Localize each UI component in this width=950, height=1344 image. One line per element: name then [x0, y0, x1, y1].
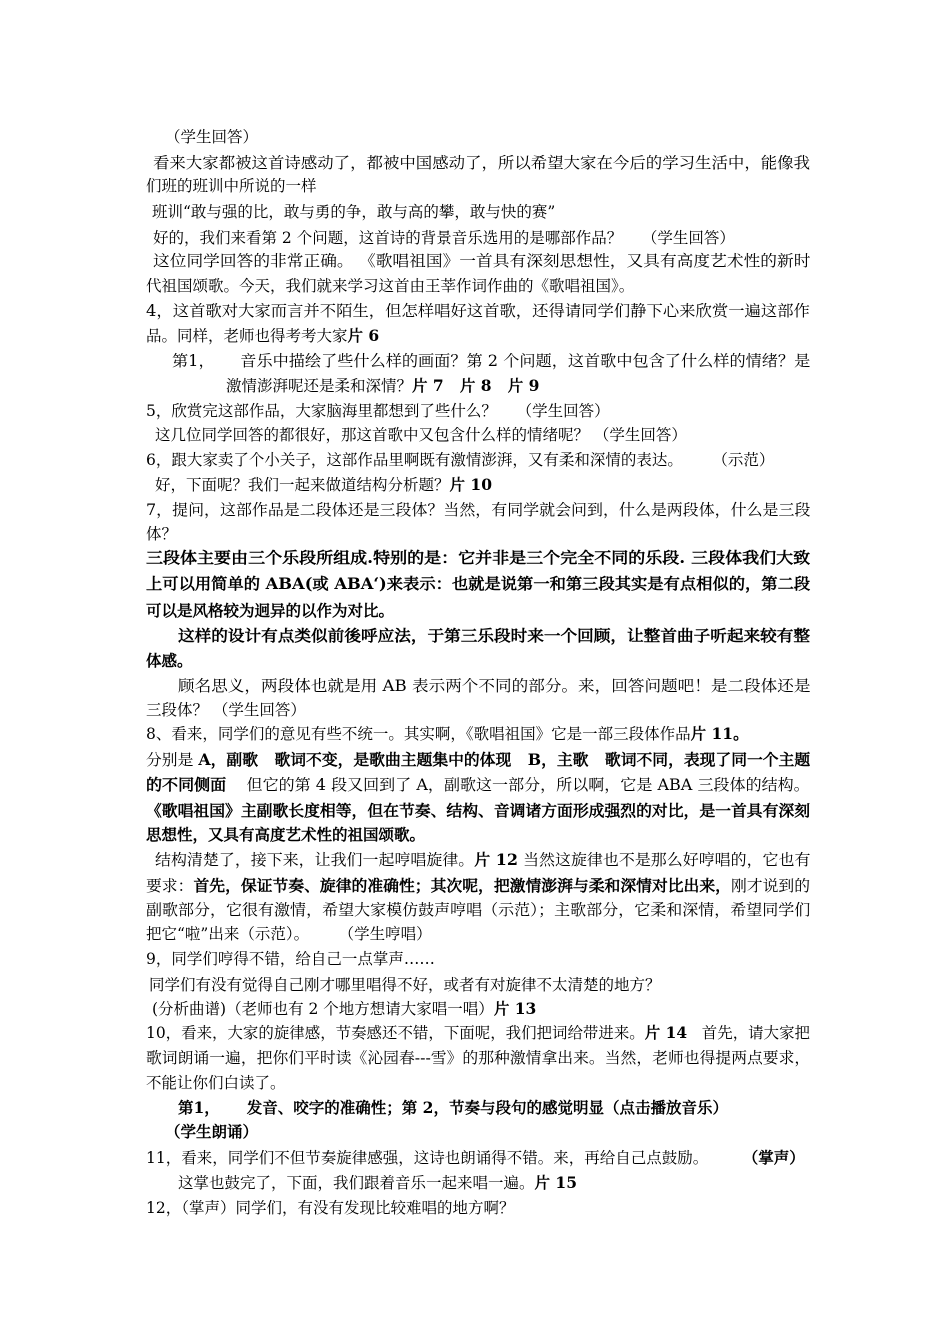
text-run: 7，提问，这部作品是二段体还是三段体？当然，有同学就会问到，什么是两段体，什么是三段: [146, 501, 811, 519]
text-run: 这几位同学回答的都很好，那这首歌中又包含什么样的情绪呢？ （学生回答）: [155, 426, 687, 444]
text-run: 但它的第 4 段又回到了 A，副歌这一部分，所以啊，它是 ABA 三段体的结构。: [226, 776, 810, 794]
text-line: [178, 675, 810, 697]
text-run: 三段体？ （学生回答）: [146, 701, 306, 719]
text-line: [146, 400, 610, 422]
bold-text-run: 片 10: [449, 475, 492, 494]
text-run: 体？: [146, 525, 178, 543]
text-run: 不能让你们白读了。: [146, 1074, 286, 1092]
text-run: 班训“敢与强的比，敢与勇的争，敢与高的攀，敢与快的赛”: [152, 203, 556, 221]
text-line: [146, 523, 177, 545]
text-line: [146, 547, 810, 569]
text-run: 同学们有没有觉得自己刚才哪里唱得不好，或者有对旋律不太清楚的地方？: [149, 976, 661, 994]
text-run: 4，这首歌对大家而言并不陌生，但怎样唱好这首歌，还得请同学们静下心来欣赏一遍这部作: [146, 302, 810, 320]
bold-text-run: 片 14: [644, 1023, 688, 1042]
text-line: [146, 723, 749, 745]
bold-text-run: 首先，保证节奏、旋律的准确性；其次呢，把激情澎湃与柔和深情对比出来，: [193, 876, 732, 895]
bold-text-run: 片 11。: [690, 724, 749, 743]
text-line: [146, 1022, 810, 1044]
text-line: [178, 625, 810, 647]
bold-text-run: 片 7 片 8 片 9: [412, 376, 540, 395]
text-run: 6，跟大家卖了个小关子，这部作品里啊既有激情澎湃，又有柔和深情的表达。 （示范）: [146, 451, 775, 469]
bold-text-run: 片 12: [474, 850, 519, 869]
text-run: 这位同学回答的非常正确。 《歌唱祖国》一首具有深刻思想性，又具有高度艺术性的新时: [153, 252, 811, 270]
text-line: [146, 699, 306, 721]
bold-text-run: （掌声）: [742, 1148, 805, 1167]
text-run: 9，同学们哼得不错，给自己一点掌声……: [146, 950, 435, 968]
text-line: [146, 449, 774, 471]
text-line: [155, 849, 810, 871]
text-run: 代祖国颂歌。今天，我们就来学习这首由王莘作词作曲的《歌唱祖国》。: [146, 277, 635, 295]
text-line: [146, 275, 634, 297]
text-line: [152, 201, 555, 223]
bold-text-run: 可以是风格较为迥异的以作为对比。: [146, 601, 395, 620]
bold-text-run: 第1， 发音、咬字的准确性；第 2，节奏与段句的感觉明显（点击播放音乐）: [178, 1098, 728, 1117]
text-run: 结构清楚了，接下来，让我们一起哼唱旋律。: [155, 851, 475, 869]
text-run: 第1， 音乐中描绘了些什么样的画面？第 2 个问题，这首歌中包含了什么样的情绪？是: [172, 352, 811, 370]
text-line: [146, 749, 810, 771]
text-line: [146, 650, 193, 672]
bold-text-run: 的不同侧面: [146, 775, 227, 794]
text-run: 这掌也鼓完了，下面，我们跟着音乐一起来唱一遍。: [178, 1174, 535, 1192]
text-run: 刚才说到的: [731, 877, 811, 895]
text-line: [152, 998, 536, 1020]
text-line: [226, 375, 539, 397]
text-line: [178, 1172, 577, 1194]
text-run: 要求：: [146, 877, 194, 895]
text-line: [178, 1097, 728, 1119]
text-line: [146, 1147, 805, 1169]
text-line: [146, 948, 435, 970]
text-run: 8、看来，同学们的意见有些不统一。其实啊，《歌唱祖国》它是一部三段体作品: [146, 725, 691, 743]
bold-text-run: 上可以用简单的 ABA(或 ABA‘)来表示：也就是说第一和第三段其实是有点相似的，第二段: [146, 574, 811, 593]
text-line: [146, 899, 810, 921]
text-line: [146, 573, 810, 595]
text-run: 品。同样，老师也得考考大家: [146, 327, 348, 345]
bold-text-run: 片 6: [347, 326, 380, 345]
text-run: 5，欣赏完这部作品，大家脑海里都想到了些什么？ （学生回答）: [146, 402, 610, 420]
text-run: 首先，请大家把: [687, 1024, 811, 1042]
text-run: (分析曲谱)（老师也有 2 个地方想请大家唱一唱）: [152, 1000, 494, 1018]
bold-text-run: 片 13: [493, 999, 537, 1018]
bold-text-run: 思想性，又具有高度艺术性的祖国颂歌。: [146, 825, 426, 844]
bold-text-run: 片 15: [534, 1173, 577, 1192]
text-line: [165, 126, 258, 148]
text-line: [153, 227, 735, 249]
text-run: 分别是: [146, 751, 199, 769]
text-run: 把它“啦”出来（示范）。 （学生哼唱）: [146, 925, 432, 943]
text-line: [146, 824, 425, 846]
bold-text-run: （学生朗诵）: [165, 1122, 259, 1141]
text-line: [146, 1197, 514, 1219]
text-line: [149, 974, 661, 996]
bold-text-run: 体感。: [146, 651, 193, 670]
text-line: [153, 250, 810, 272]
text-line: [146, 600, 394, 622]
text-run: （学生回答）: [165, 128, 259, 146]
text-line: [165, 1121, 258, 1143]
text-line: [146, 800, 810, 822]
bold-text-run: 三段体主要由三个乐段所组成.特别的是：它并非是三个完全不同的乐段. 三段体我们大致: [146, 548, 811, 567]
text-line: [146, 499, 810, 521]
text-line: [155, 474, 492, 496]
text-line: [153, 152, 810, 174]
text-run: 顾名思义，两段体也就是用 AB 表示两个不同的部分。来，回答问题吧！是二段体还是: [178, 677, 811, 695]
text-run: 当然这旋律也不是那么好哼唱的，它也有: [518, 851, 811, 869]
text-run: 好，下面呢？我们一起来做道结构分析题？: [155, 476, 450, 494]
text-line: [172, 350, 810, 372]
text-run: 歌词朗诵一遍，把你们平时读《沁园春---雪》的那种激情拿出来。当然，老师也得提两点要求，: [146, 1049, 811, 1067]
text-run: 们班的班训中所说的一样: [146, 177, 317, 195]
text-run: 10，看来，大家的旋律感，节奏感还不错，下面呢，我们把词给带进来。: [146, 1024, 645, 1042]
bold-text-run: 这样的设计有点类似前後呼应法，于第三乐段时来一个回顾，让整首曲子听起来较有整: [178, 626, 811, 645]
bold-text-run: A，副歌 歌词不变，是歌曲主题集中的体现 B，主歌 歌词不同，表现了同一个主题: [198, 750, 811, 769]
text-line: [146, 774, 810, 796]
text-line: [146, 175, 317, 197]
text-run: 激情澎湃呢还是柔和深情？: [226, 377, 413, 395]
text-line: [146, 1072, 286, 1094]
text-line: [146, 875, 810, 897]
text-run: 11，看来，同学们不但节奏旋律感强，这诗也朗诵得不错。来，再给自己点鼓励。: [146, 1149, 743, 1167]
bold-text-run: 《歌唱祖国》主副歌长度相等，但在节奏、结构、音调诸方面形成强烈的对比，是一首具有深刻: [146, 801, 811, 820]
text-line: [155, 424, 687, 446]
text-line: [146, 300, 810, 322]
text-line: [146, 923, 432, 945]
text-run: 12，（掌声）同学们，有没有发现比较难唱的地方啊？: [146, 1199, 515, 1217]
text-line: [146, 325, 379, 347]
text-line: [146, 1047, 810, 1069]
text-run: 好的，我们来看第 2 个问题，这首诗的背景音乐选用的是哪部作品？ （学生回答）: [153, 229, 735, 247]
text-run: 副歌部分，它很有激情，希望大家模仿鼓声哼唱（示范）；主歌部分，它柔和深情，希望同学们: [146, 901, 811, 919]
text-run: 看来大家都被这首诗感动了，都被中国感动了，所以希望大家在今后的学习生活中，能像我: [153, 154, 811, 172]
